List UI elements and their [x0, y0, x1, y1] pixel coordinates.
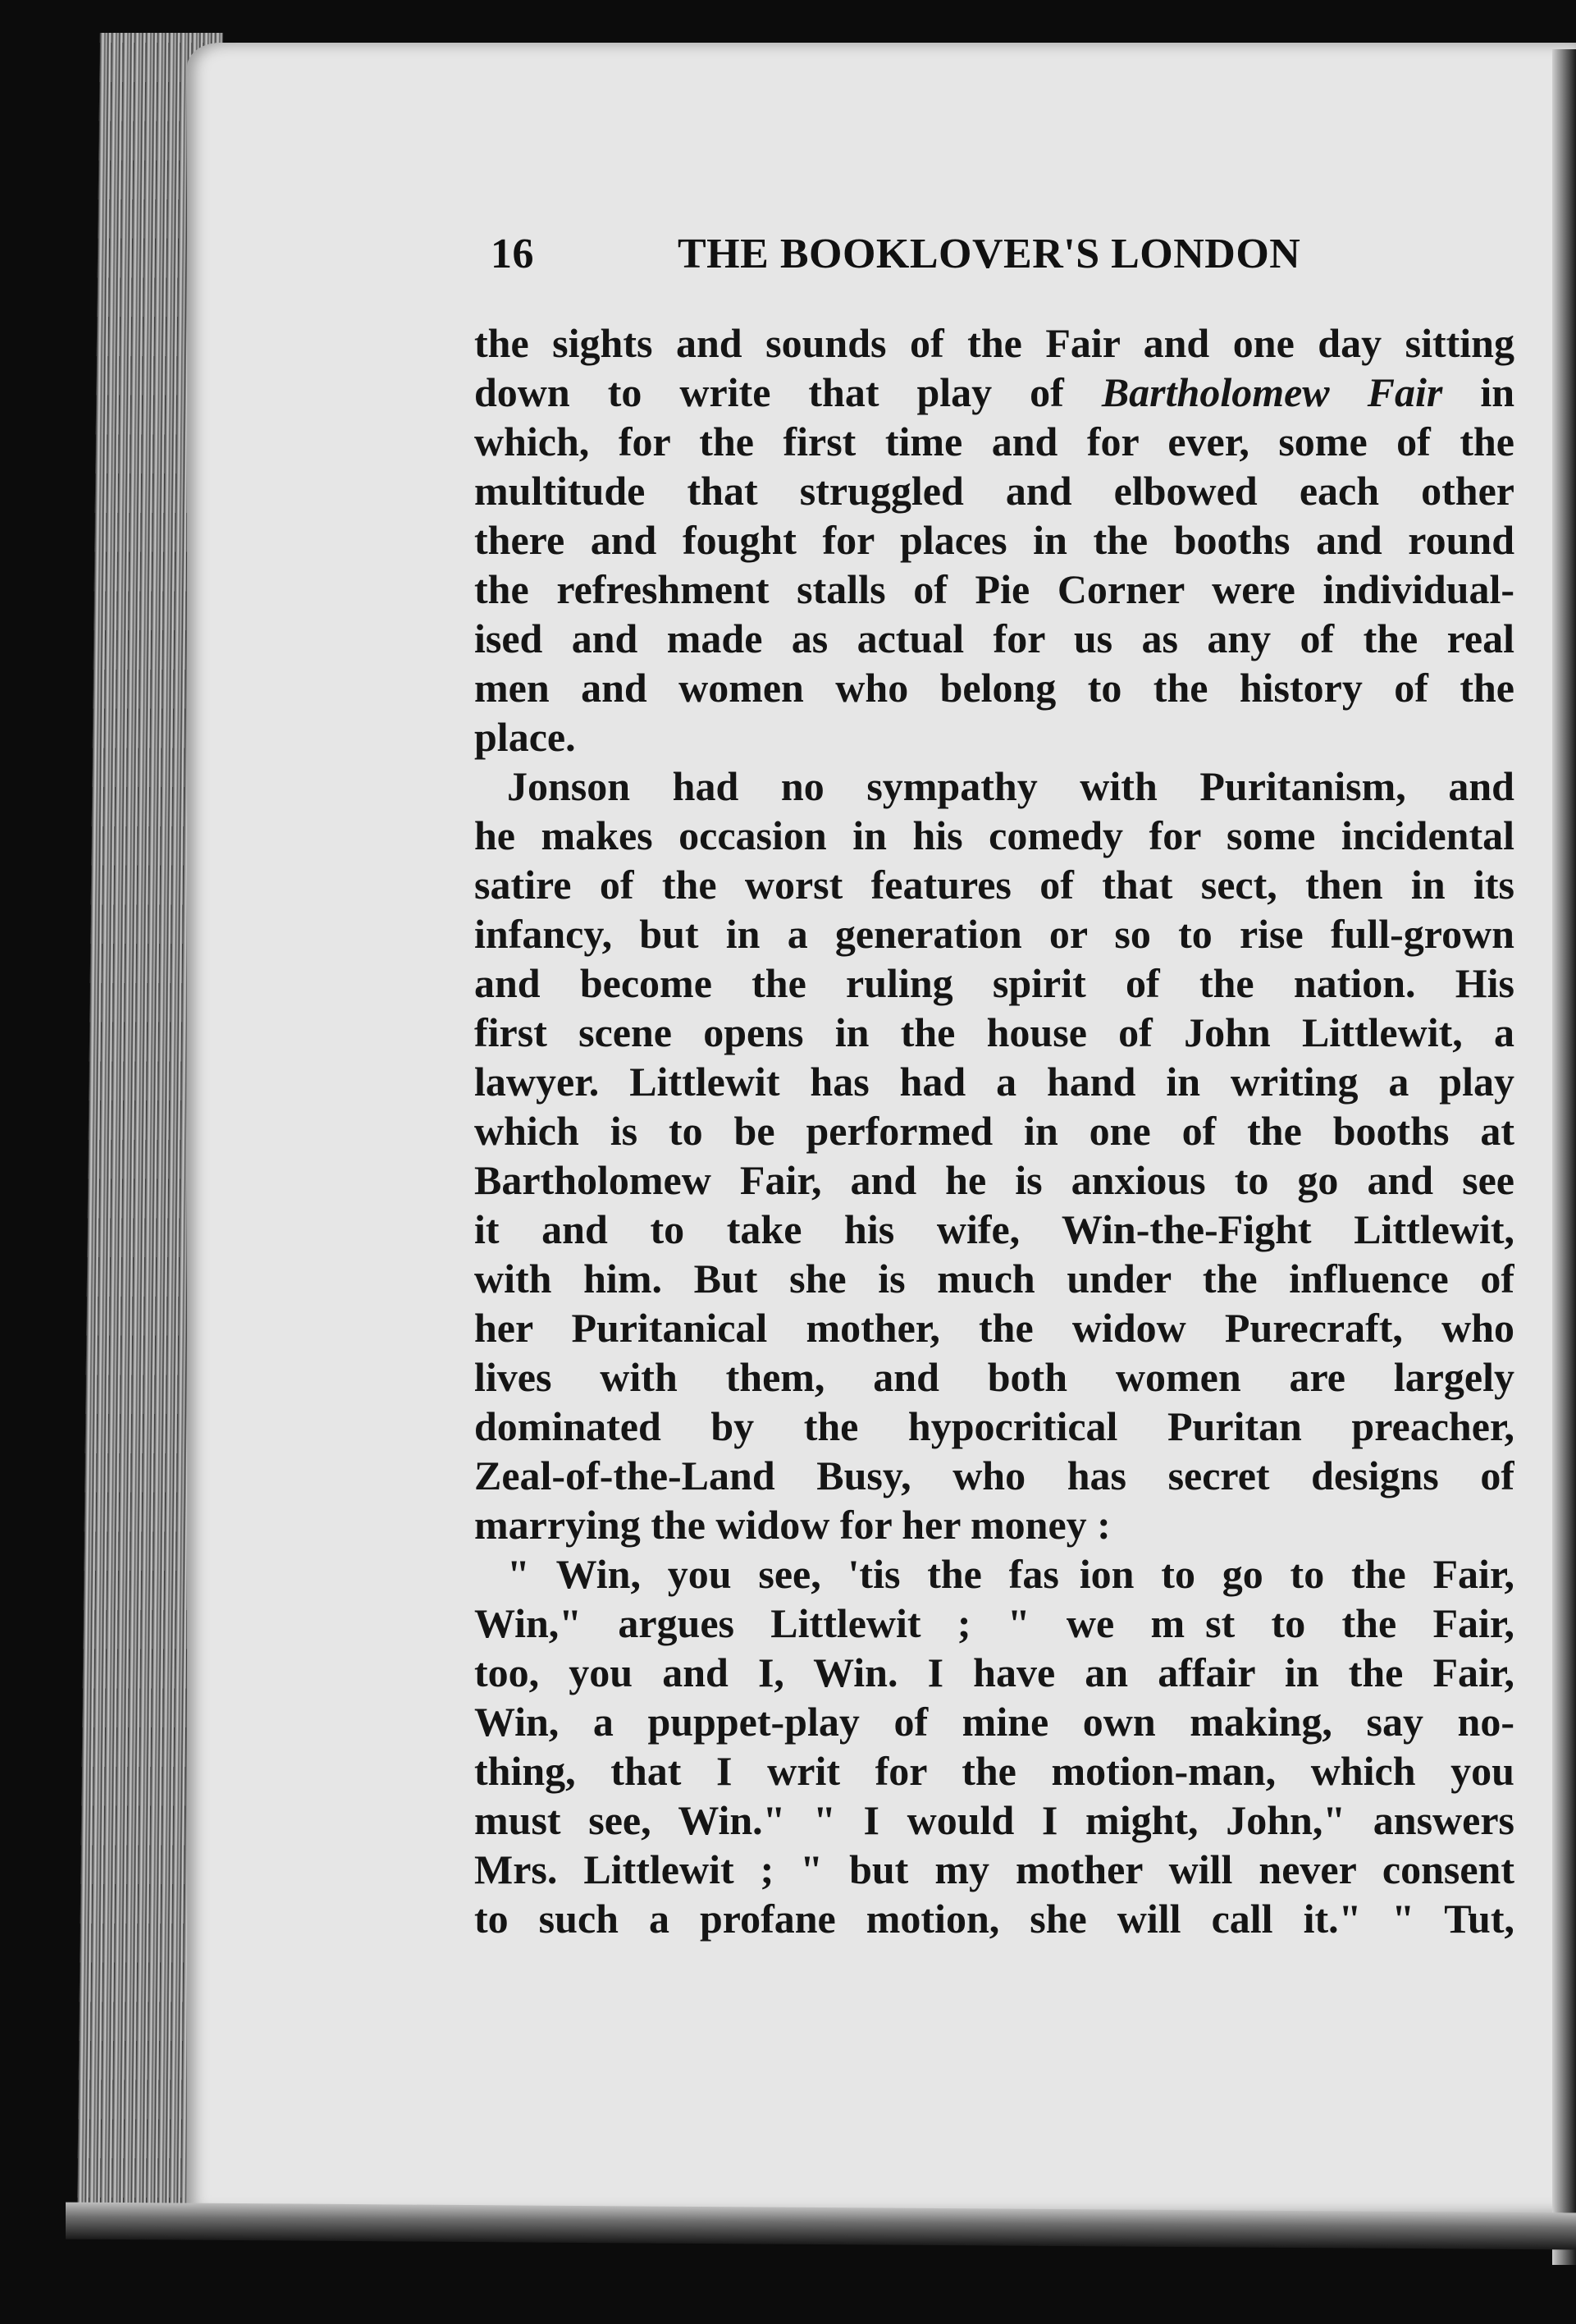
text-line: Win, a puppet-play of mine own making, say no-: [474, 1699, 1514, 1745]
text-line: satire of the worst features of that sect, then in its: [474, 862, 1514, 908]
text-line: lawyer. Littlewit has had a hand in writing a play: [474, 1059, 1514, 1105]
text-line: first scene opens in the house of John Littlewit, a: [474, 1009, 1514, 1055]
paragraph-start: " Win, you see, 'tis the fas ion to go to the Fair,: [507, 1551, 1514, 1597]
text-line: there and fought for places in the booths and round: [474, 517, 1514, 563]
text-line: it and to take his wife, Win-the-Fight Littlewit,: [474, 1206, 1514, 1252]
text-line: the refreshment stalls of Pie Corner were individual-: [474, 566, 1514, 612]
text-line: he makes occasion in his comedy for some incidental: [474, 812, 1514, 858]
text-line: with him. But she is much under the influence of: [474, 1256, 1514, 1302]
text-line: infancy, but in a generation or so to rise full-grown: [474, 911, 1514, 957]
text-line: Bartholomew Fair, and he is anxious to go and see: [474, 1157, 1514, 1203]
body-text: [474, 318, 1514, 1943]
text-line: too, you and I, Win. I have an affair in the Fair,: [474, 1649, 1514, 1695]
text-line: dominated by the hypocritical Puritan preacher,: [474, 1403, 1514, 1449]
text-line: Win," argues Littlewit ; " we m st to the Fair,: [474, 1600, 1514, 1646]
text-line: which is to be performed in one of the booths at: [474, 1108, 1514, 1154]
text-line: ised and made as actual for us as any of the real: [474, 615, 1514, 661]
text-line: must see, Win." " I would I might, John," answers: [474, 1797, 1514, 1843]
text-line: multitude that struggled and elbowed each other: [474, 468, 1514, 514]
text-line: lives with them, and both women are largely: [474, 1354, 1514, 1400]
text-line: to such a profane motion, she will call it." " Tut,: [474, 1896, 1514, 1942]
play-title: Bartholomew Fair: [1101, 369, 1443, 415]
text-line: thing, that I writ for the motion-man, which you: [474, 1748, 1514, 1794]
page-header: [491, 230, 1344, 287]
text-line: and become the ruling spirit of the nation. His: [474, 960, 1514, 1006]
text-line: Zeal-of-the-Land Busy, who has secret designs of: [474, 1452, 1514, 1498]
text-line: Mrs. Littlewit ; " but my mother will never consent: [474, 1846, 1514, 1892]
text-line: place.: [474, 714, 576, 760]
text-line: which, for the first time and for ever, some of the: [474, 419, 1514, 464]
paragraph-start: Jonson had no sympathy with Puritanism, and: [507, 763, 1514, 809]
text-line: the sights and sounds of the Fair and one day sitting: [474, 320, 1514, 366]
text-line: marrying the widow for her money :: [474, 1502, 1111, 1548]
page-right-edge: [1552, 49, 1576, 2265]
page-number: 16: [491, 231, 534, 277]
text-line: men and women who belong to the history of the: [474, 665, 1514, 711]
running-title: THE BOOKLOVER'S LONDON: [678, 231, 1301, 277]
text-line-with-title: down to write that play of Bartholomew Fair in: [474, 369, 1514, 415]
text-line: her Puritanical mother, the widow Purecraft, who: [474, 1305, 1514, 1351]
